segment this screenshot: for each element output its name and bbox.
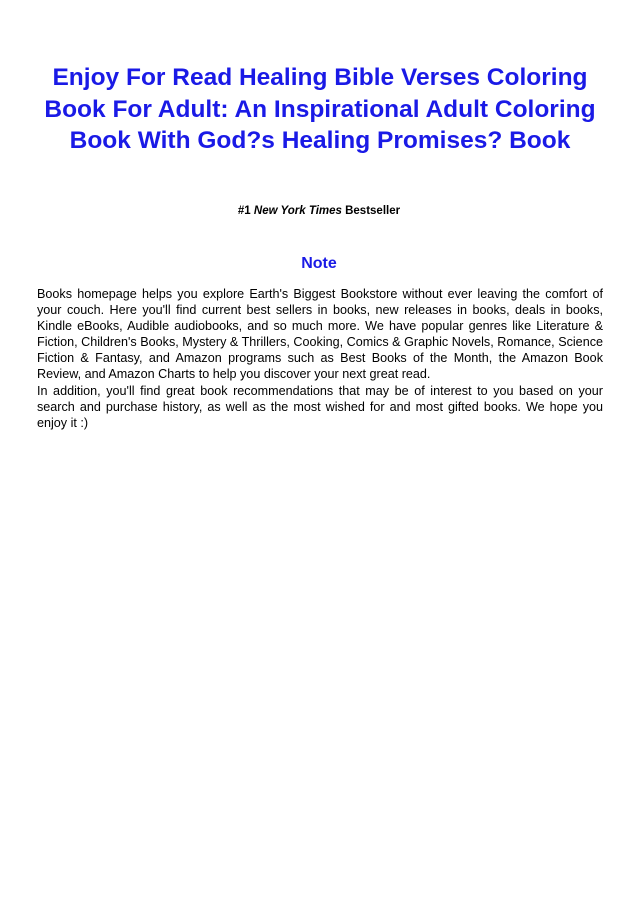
- bestseller-line: [0, 204, 638, 218]
- bestseller-rank: #1: [237, 205, 251, 217]
- note-body: [37, 286, 603, 431]
- bestseller-publication: New York Times: [253, 205, 342, 217]
- book-title: Enjoy For Read Healing Bible Verses Coloring Book For Adult: An Inspirational Adult Coloring Book With God?s Healing Promises? Book: [44, 64, 596, 154]
- note-heading: Note: [301, 255, 337, 272]
- note-paragraph: In addition, you'll find great book recommendations that may be of interest to you based on your search and purchase history, as well as the most wished for and most gifted books. We hope you enjoy it :): [37, 383, 603, 430]
- note-paragraph: Books homepage helps you explore Earth's Biggest Bookstore without ever leaving the comfort of your couch. Here you'll find current best sellers in books, new releases in books, deals in books, Kindle eBooks, Audible audiobooks, and so much more. We have popular genres like Literature & Fiction, Children's Books, Mystery & Thrillers, Cooking, Comics & Graphic Novels, Romance, Science Fiction & Fantasy, and Amazon programs such as Best Books of the Month, the Amazon Book Review, and Amazon Charts to help you discover your next great read.: [37, 287, 603, 382]
- bestseller-label: Bestseller: [345, 205, 401, 217]
